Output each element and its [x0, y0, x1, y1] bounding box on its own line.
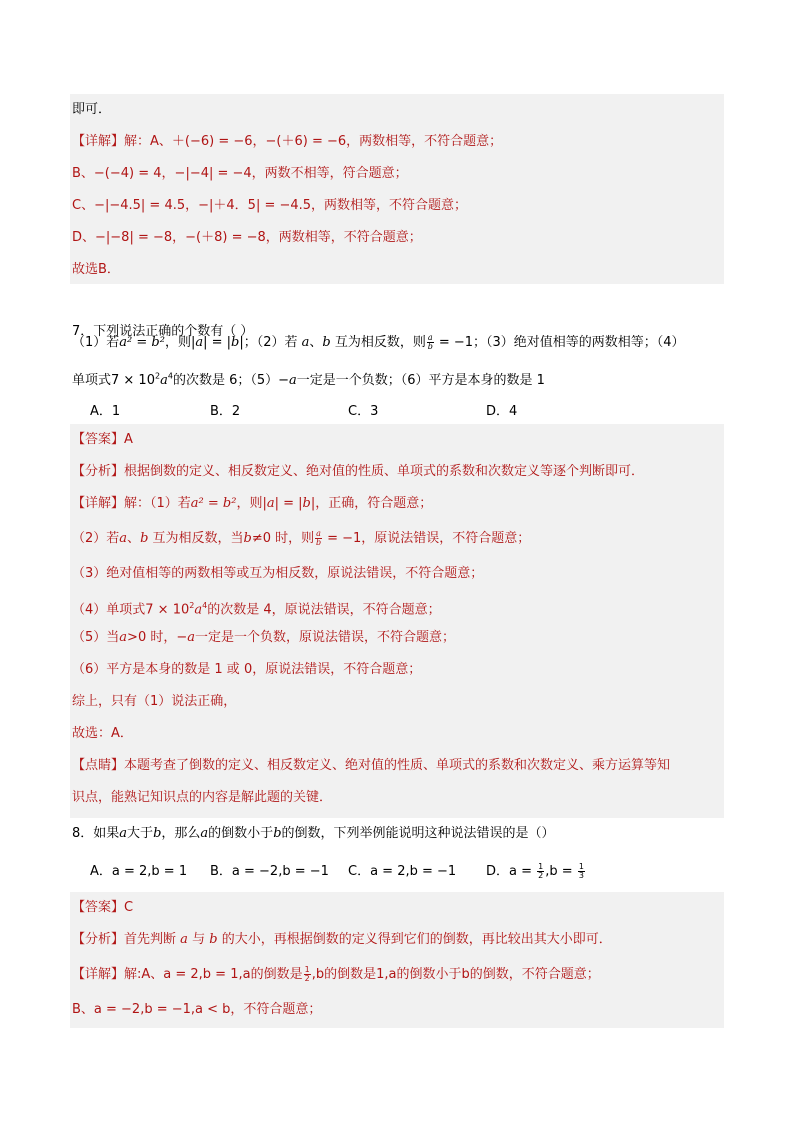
q6-option-d-line: D、−|−8| = −8，−(＋8) = −8，两数相等，不符合题意； [72, 230, 422, 245]
q7-solution-block [70, 424, 724, 818]
q7-answer: 【答案】A [72, 432, 133, 447]
eq-a2-b2: a² = b² [119, 335, 165, 350]
q6-solution-block [70, 94, 724, 284]
q8-detail-b: B、a = −2,b = −1,a < b，不符合题意； [72, 1002, 322, 1017]
q7-detail-3: （3）绝对值相等的两数相等或互为相反数，原说法错误，不符合题意； [72, 566, 484, 581]
q8-option-d[interactable]: D．a = $\frac{1}{2}$ ,b = $\frac{1}{3}$ [486, 862, 584, 880]
q6-choose-line: 故选B． [72, 262, 120, 277]
q7-options [90, 400, 517, 419]
q6-option-c-line: C、−|−4.5| = 4.5，−|＋4．5| = −4.5，两数相等，不符合题意； [72, 198, 468, 213]
q6-line-0: 即可． [72, 102, 112, 117]
q8-option-a[interactable]: A．a = 2,b = 1 [90, 864, 188, 879]
q7-comment-1: 【点睛】本题考查了倒数的定义、相反数定义、绝对值的性质、单项式的系数和次数定义、乘方运算等知 [72, 758, 671, 773]
q7-summary: 综上，只有（1）说法正确， [72, 694, 237, 709]
q8-solution-block [70, 892, 724, 1028]
q7-option-c[interactable]: C．3 [348, 404, 379, 419]
q7-option-b[interactable]: B．2 [210, 404, 241, 419]
fraction-a-over-b: $\frac{a}{b}$ [427, 333, 433, 351]
q8-stem: 8．如果a大于b，那么a的倒数小于b的倒数，下列举例能说明这种说法错误的是（） [72, 826, 555, 841]
q8-answer: 【答案】C [72, 900, 134, 915]
q7-stmt-row1: （1）若a² = b²，则|a| = |b|；（2）若 a、b 互为相反数，则 $\frac{a}{b}$ = −1；（3）绝对值相等的两数相等；（4） [72, 333, 685, 351]
q7-stmt-row2: 单项式$7 \times 10^2a^4$的次数是 6；（5）−a一定是一个负数；（6）平方是本身的数是 1 [72, 371, 545, 388]
q6-detail-line: 【详解】解：A、＋(−6) = −6，−(＋6) = −6，两数相等，不符合题意； [72, 134, 503, 149]
q7-choose: 故选：A． [72, 726, 133, 741]
q7-detail-1: 【详解】解：（1）若a² = b²，则|a| = |b|，正确，符合题意； [72, 496, 433, 511]
q8-detail-a: 【详解】解:A、a = 2,b = 1,a的倒数是 $\frac{1}{2}$ ,b的倒数是1,a的倒数小于b的倒数，不符合题意； [72, 965, 600, 983]
fraction-1-over-2: $\frac{1}{2}$ [538, 862, 544, 880]
fraction-1-over-2: $\frac{1}{2}$ [304, 965, 310, 983]
q8-options [90, 860, 586, 880]
q8-option-b[interactable]: B．a = −2,b = −1 [210, 864, 329, 879]
q8-option-c[interactable]: C．a = 2,b = −1 [348, 864, 457, 879]
fraction-1-over-3: $\frac{1}{3}$ [578, 862, 584, 880]
q7-stem: 7．下列说法正确的个数有（ ） [72, 324, 254, 339]
q7-detail-5: （5）当a>0 时，−a一定是一个负数，原说法错误，不符合题意； [72, 630, 456, 645]
q7-comment-2: 识点，能熟记知识点的内容是解此题的关键． [72, 790, 333, 805]
q7-analysis: 【分析】根据倒数的定义、相反数定义、绝对值的性质、单项式的系数和次数定义等逐个判断即可． [72, 464, 645, 479]
fraction-a-over-b: $\frac{a}{b}$ [316, 529, 322, 547]
q7-detail-2: （2）若a、b 互为相反数，当b≠0 时，则 $\frac{a}{b}$ = −1，原说法错误，不符合题意； [72, 529, 531, 547]
q7-option-a[interactable]: A．1 [90, 404, 121, 419]
q7-detail-4: （4）单项式$7 \times 10^2a^4$的次数是 4，原说法错误，不符合题意； [72, 601, 441, 618]
q7-detail-6: （6）平方是本身的数是 1 或 0，原说法错误，不符合题意； [72, 662, 422, 677]
q8-analysis: 【分析】首先判断 a 与 b 的大小，再根据倒数的定义得到它们的倒数，再比较出其大小即可． [72, 932, 612, 947]
q7-option-d[interactable]: D．4 [486, 404, 518, 419]
q6-option-b-line: B、−(−4) = 4，−|−4| = −4，两数不相等，符合题意； [72, 166, 408, 181]
